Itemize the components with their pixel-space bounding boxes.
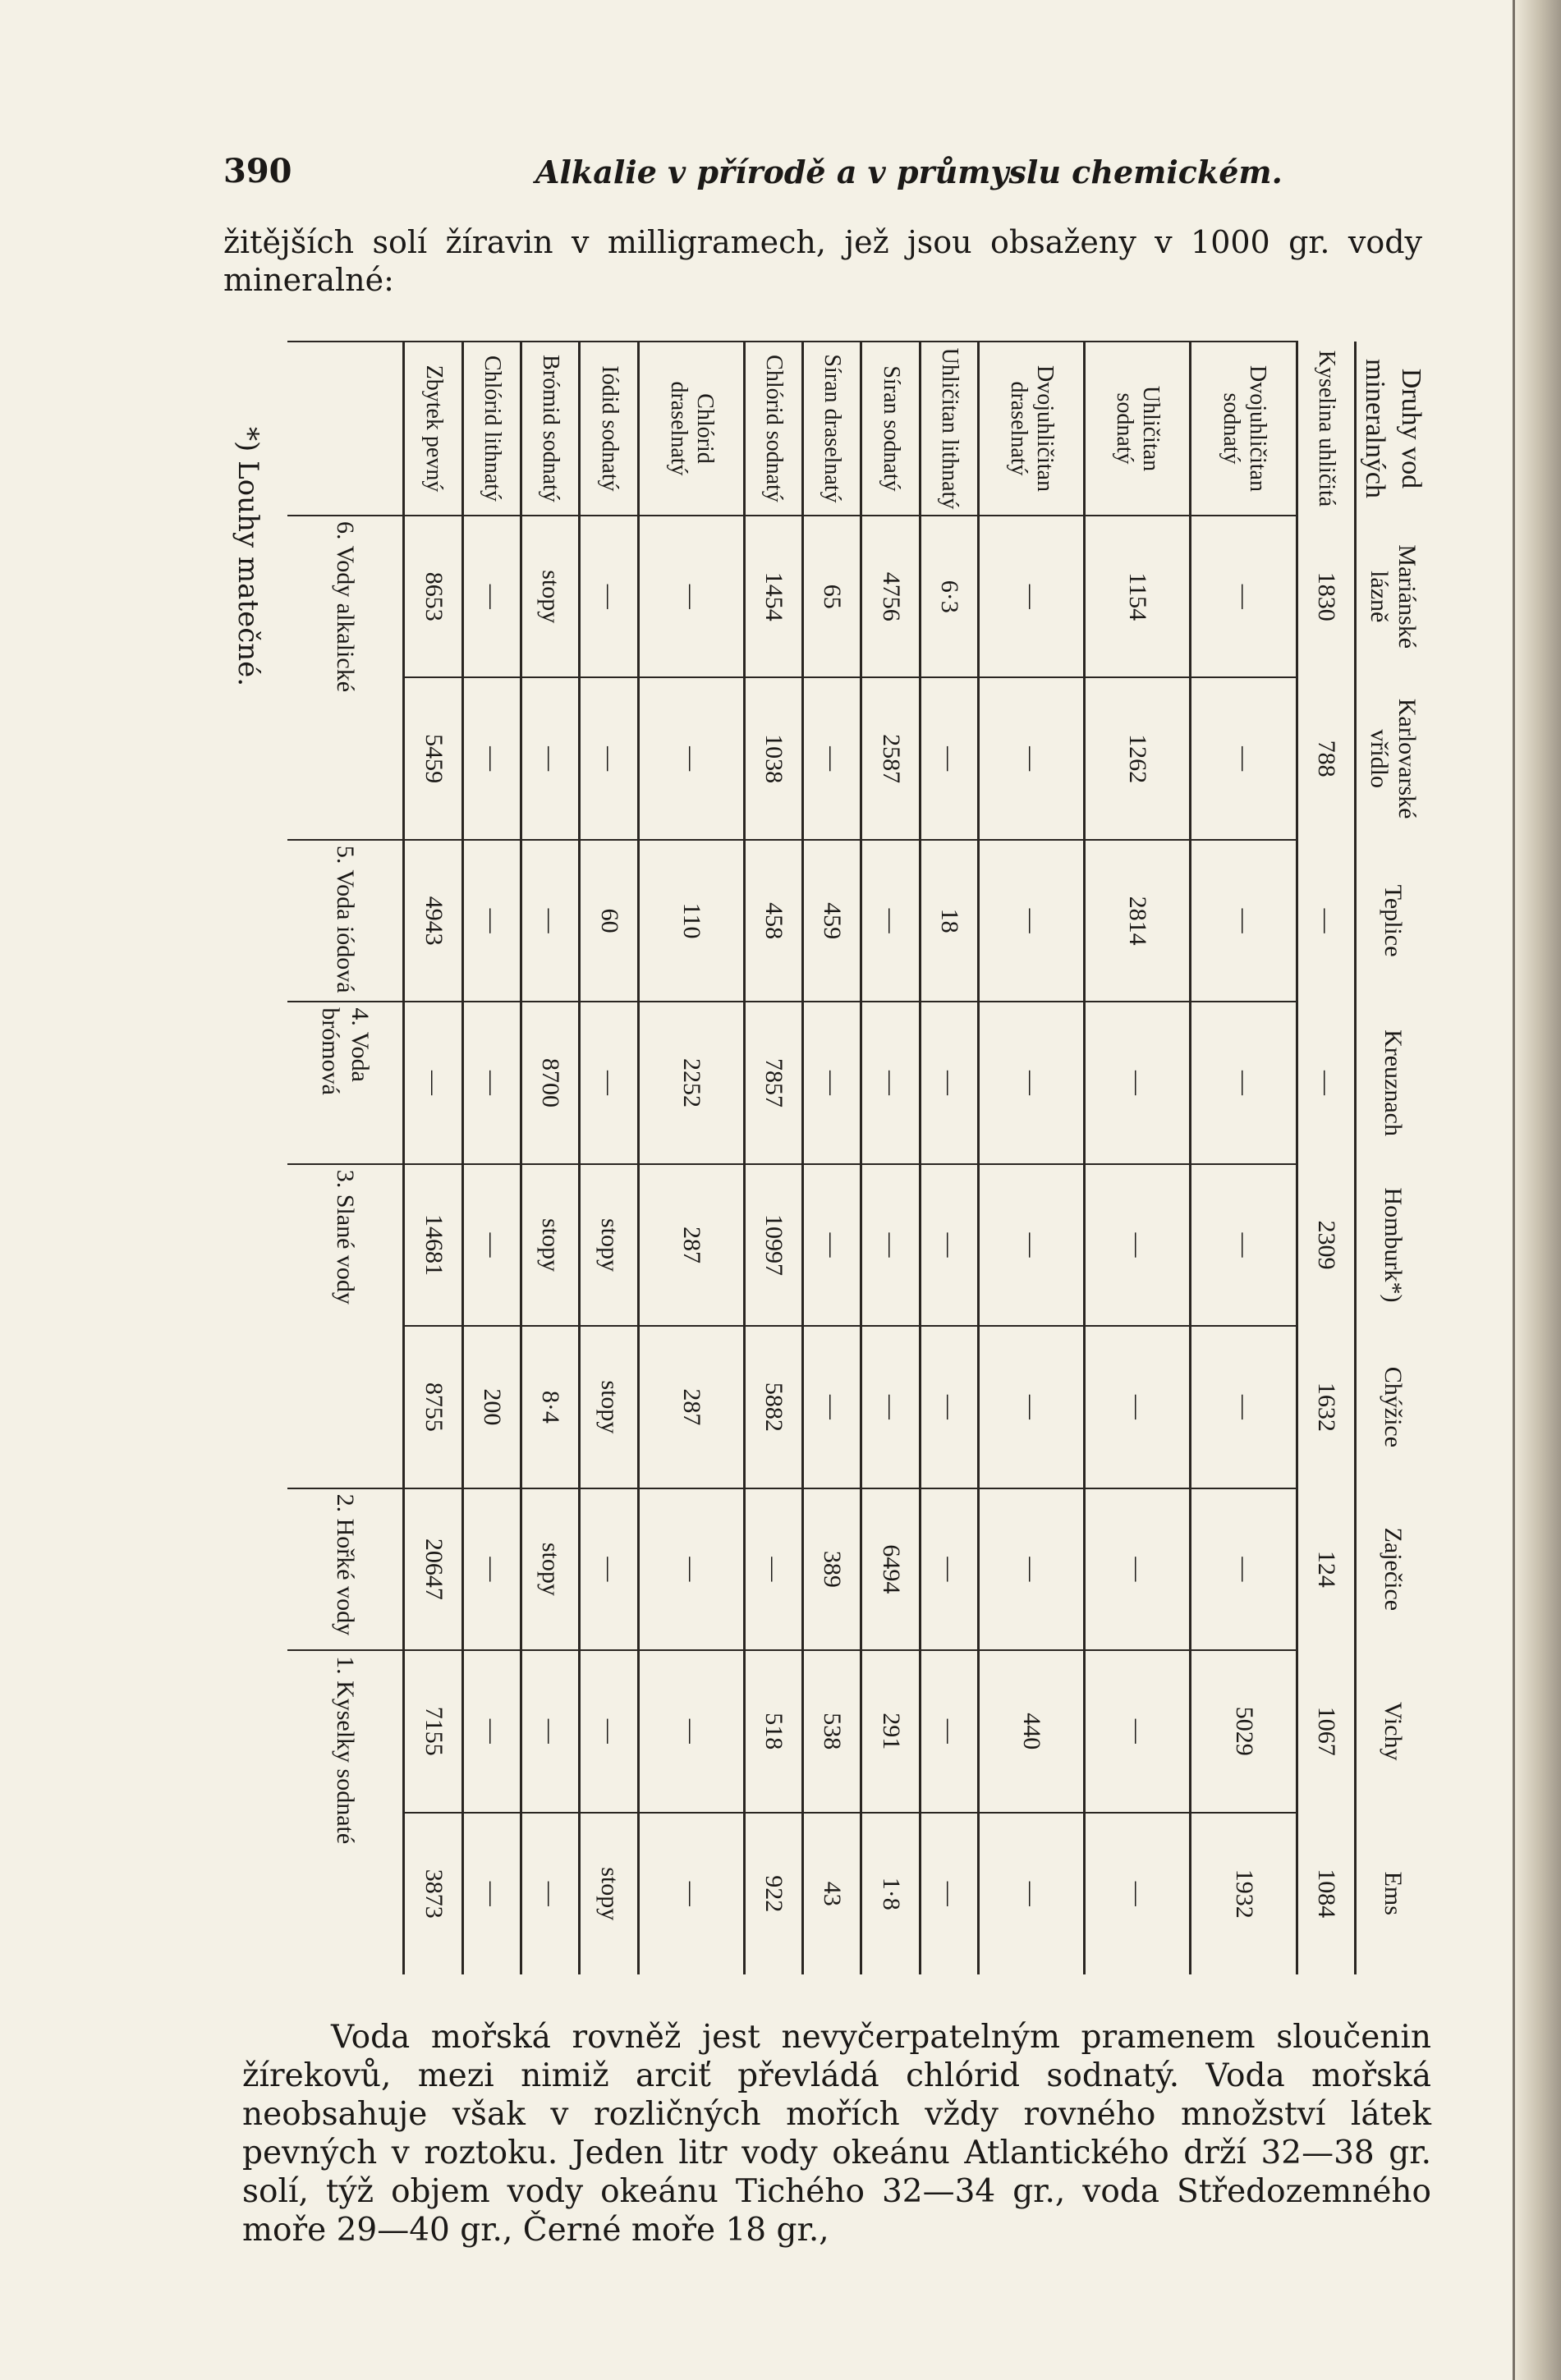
- table-cell: 538: [803, 1650, 861, 1812]
- table-cell: —: [861, 1326, 920, 1488]
- table-cell: —: [803, 1002, 861, 1163]
- table-cell: —: [462, 677, 521, 839]
- table-cell: stopy: [521, 516, 580, 677]
- table-cell: 287: [638, 1164, 744, 1326]
- spring-header: Chýžice: [1356, 1326, 1430, 1488]
- component-row: [803, 342, 861, 1974]
- table-cell: 4943: [404, 840, 462, 1002]
- table-cell: —: [979, 516, 1085, 677]
- table-cell: 18: [920, 840, 978, 1002]
- table-cell: —: [803, 1164, 861, 1326]
- table-cell: 43: [803, 1813, 861, 1975]
- component-label: Uhličitan lithnatý: [920, 342, 978, 516]
- scan-binding-line: [1513, 0, 1515, 2380]
- table-cell: 5882: [744, 1326, 802, 1488]
- table-cell: 291: [861, 1650, 920, 1812]
- footnote-text: *) Louhy matečné.: [232, 427, 264, 687]
- table-cell: —: [462, 1650, 521, 1812]
- table-cell: stopy: [521, 1164, 580, 1326]
- table-cell: 6494: [861, 1488, 920, 1650]
- spring-header: Vichy: [1356, 1650, 1430, 1812]
- table-cell: —: [1085, 1164, 1191, 1326]
- table-cell: 1·8: [861, 1813, 920, 1975]
- table-cell: —: [920, 1002, 978, 1163]
- table-cell: 1038: [744, 677, 802, 839]
- table-cell: —: [521, 1813, 580, 1975]
- component-row: [861, 342, 920, 1974]
- table-cell: 2814: [1085, 840, 1191, 1002]
- table-cell: —: [638, 516, 744, 677]
- table-cell: —: [1191, 677, 1297, 839]
- spring-header: Mariánské lázně: [1356, 516, 1430, 677]
- table-cell: —: [920, 677, 978, 839]
- spring-header: Teplice: [1356, 840, 1430, 1002]
- closing-paragraph: [242, 2018, 1431, 2249]
- table-cell: 10997: [744, 1164, 802, 1326]
- table-cell: 287: [638, 1326, 744, 1488]
- table-cell: —: [1085, 1813, 1191, 1975]
- table-cell: 5459: [404, 677, 462, 839]
- table-cell: 4756: [861, 516, 920, 677]
- table-cell: —: [1297, 840, 1355, 1002]
- table-cell: 110: [638, 840, 744, 1002]
- component-row: [638, 342, 744, 1974]
- table-cell: —: [462, 840, 521, 1002]
- table-cell: 8700: [521, 1002, 580, 1163]
- table-cell: 788: [1297, 677, 1355, 839]
- table-cell: —: [580, 1650, 638, 1812]
- table-cell: 3873: [404, 1813, 462, 1975]
- table-cell: 2309: [1297, 1164, 1355, 1326]
- table-body: [287, 342, 1356, 1974]
- table-cell: —: [580, 677, 638, 839]
- running-title: Alkalie v přírodě a v průmyslu chemickém.: [535, 154, 1283, 190]
- table-cell: —: [1191, 1002, 1297, 1163]
- table-cell: 8653: [404, 516, 462, 677]
- table-cell: 459: [803, 840, 861, 1002]
- spring-header: Homburk*): [1356, 1164, 1430, 1326]
- table-cell: 1830: [1297, 516, 1355, 677]
- table-cell: 1154: [1085, 516, 1191, 677]
- spring-header: Zaječice: [1356, 1488, 1430, 1650]
- table-cell: 7857: [744, 1002, 802, 1163]
- component-label: Dvojuhličitan sodnatý: [1191, 342, 1297, 516]
- table-cell: 1632: [1297, 1326, 1355, 1488]
- table-cell: 2587: [861, 677, 920, 839]
- table-cell: 65: [803, 516, 861, 677]
- mineral-water-table: [287, 341, 1429, 1974]
- component-label: Brómid sodnatý: [521, 342, 580, 516]
- table-cell: —: [979, 1813, 1085, 1975]
- table-cell: stopy: [580, 1326, 638, 1488]
- water-group-label: 4. Voda brómová: [287, 1002, 404, 1163]
- water-group-label: 2. Hořké vody: [287, 1488, 404, 1650]
- table-cell: —: [462, 1002, 521, 1163]
- table-cell: —: [521, 840, 580, 1002]
- table-cell: —: [638, 1813, 744, 1975]
- table-cell: stopy: [580, 1813, 638, 1975]
- table-cell: 7155: [404, 1650, 462, 1812]
- component-label: Iódid sodnatý: [580, 342, 638, 516]
- water-group-label: 1. Kyselky sodnaté: [287, 1650, 404, 1974]
- table-cell: 124: [1297, 1488, 1355, 1650]
- component-row: [404, 342, 462, 1974]
- table-header-row: [1356, 342, 1430, 1974]
- component-label: Chlórid sodnatý: [744, 342, 802, 516]
- table-cell: —: [744, 1488, 802, 1650]
- table-cell: —: [803, 677, 861, 839]
- component-label: Chlórid lithnatý: [462, 342, 521, 516]
- table-cell: —: [920, 1813, 978, 1975]
- table-cell: —: [1191, 1164, 1297, 1326]
- table-cell: 200: [462, 1326, 521, 1488]
- rotated-table-wrapper: [263, 341, 1429, 1974]
- table-cell: —: [462, 1488, 521, 1650]
- table-cell: —: [1191, 840, 1297, 1002]
- table-cell: —: [638, 677, 744, 839]
- table-cell: —: [861, 1002, 920, 1163]
- table-cell: —: [1085, 1002, 1191, 1163]
- table-cell: —: [979, 1326, 1085, 1488]
- table-cell: 389: [803, 1488, 861, 1650]
- table-cell: —: [803, 1326, 861, 1488]
- component-label: Uhličitan sodnatý: [1085, 342, 1191, 516]
- table-cell: —: [1191, 516, 1297, 677]
- table-cell: 440: [979, 1650, 1085, 1812]
- component-label: Síran draselnatý: [803, 342, 861, 516]
- page-header: [223, 152, 1439, 201]
- table-corner-label: Druhy vod mineralných: [1356, 342, 1430, 516]
- table-cell: 6·3: [920, 516, 978, 677]
- table-cell: —: [1297, 1002, 1355, 1163]
- table-cell: 5029: [1191, 1650, 1297, 1812]
- component-label: Chlórid draselnatý: [638, 342, 744, 516]
- table-cell: —: [1191, 1488, 1297, 1650]
- component-label: Zbytek pevný: [404, 342, 462, 516]
- table-cell: —: [920, 1164, 978, 1326]
- table-cell: —: [861, 1164, 920, 1326]
- table-cell: 922: [744, 1813, 802, 1975]
- water-group-label: 3. Slané vody: [287, 1164, 404, 1488]
- table-cell: —: [920, 1650, 978, 1812]
- scan-page-edge: [1513, 0, 1561, 2380]
- component-row: [1085, 342, 1191, 1974]
- table-cell: —: [521, 1650, 580, 1812]
- spring-header: Ems: [1356, 1813, 1430, 1975]
- component-label: Dvojuhličitan draselnatý: [979, 342, 1085, 516]
- table-cell: —: [580, 1488, 638, 1650]
- component-row: [580, 342, 638, 1974]
- table-cell: 60: [580, 840, 638, 1002]
- component-label: Síran sodnatý: [861, 342, 920, 516]
- table-cell: —: [979, 1164, 1085, 1326]
- table-cell: 14681: [404, 1164, 462, 1326]
- table-cell: —: [920, 1326, 978, 1488]
- table-footnote: [215, 427, 264, 706]
- component-row: [1191, 342, 1297, 1974]
- group-label-row: [287, 342, 404, 1974]
- table-cell: —: [462, 516, 521, 677]
- table-cell: —: [979, 677, 1085, 839]
- closing-text: Voda mořská rovněž jest nevyčerpatelným pramenem sloučenin žírekovů, mezi nimiž arciť převládá chlórid sodnatý. Voda mořská neobsahuje však v rozličných mořích vždy rovného množství látek pevných v roztoku. Jeden litr vody okeánu Atlantického drží 32—38 gr. solí, týž objem vody okeánu Tichého 32—34 gr., voda Středozemného moře 29—40 gr., Černé moře 18 gr.,: [242, 2019, 1431, 2249]
- table-cell: 1932: [1191, 1813, 1297, 1975]
- table-cell: —: [521, 677, 580, 839]
- table-cell: stopy: [521, 1488, 580, 1650]
- table-cell: —: [861, 840, 920, 1002]
- page-number: 390: [223, 152, 292, 190]
- table-cell: —: [462, 1164, 521, 1326]
- table-cell: —: [979, 1488, 1085, 1650]
- table-cell: —: [1085, 1488, 1191, 1650]
- table-cell: 8·4: [521, 1326, 580, 1488]
- table-cell: 1454: [744, 516, 802, 677]
- component-row: [521, 342, 580, 1974]
- table-cell: stopy: [580, 1164, 638, 1326]
- component-row: [462, 342, 521, 1974]
- table-cell: 20647: [404, 1488, 462, 1650]
- component-label: Kyselina uhličitá: [1297, 342, 1355, 516]
- table-cell: —: [638, 1650, 744, 1812]
- mineral-water-table-area: [263, 341, 1429, 1974]
- table-cell: 458: [744, 840, 802, 1002]
- table-cell: 2252: [638, 1002, 744, 1163]
- water-group-label: 6. Vody alkalické: [287, 516, 404, 840]
- table-cell: —: [580, 516, 638, 677]
- table-cell: —: [920, 1488, 978, 1650]
- table-cell: —: [1085, 1326, 1191, 1488]
- table-cell: —: [979, 840, 1085, 1002]
- component-row: [744, 342, 802, 1974]
- group-label-corner: [287, 342, 404, 516]
- table-cell: —: [1085, 1650, 1191, 1812]
- table-cell: 518: [744, 1650, 802, 1812]
- component-row: [979, 342, 1085, 1974]
- component-row: [920, 342, 978, 1974]
- table-cell: 1067: [1297, 1650, 1355, 1812]
- component-row: [1297, 342, 1355, 1974]
- table-cell: 8755: [404, 1326, 462, 1488]
- table-cell: 1084: [1297, 1813, 1355, 1975]
- water-group-label: 5. Voda iódová: [287, 840, 404, 1002]
- table-cell: —: [638, 1488, 744, 1650]
- table-cell: 1262: [1085, 677, 1191, 839]
- intro-paragraph: žitějších solí žíravin v milligramech, jež jsou obsaženy v 1000 gr. vody mineralné:: [223, 224, 1422, 298]
- table-cell: —: [979, 1002, 1085, 1163]
- spring-header: Kreuznach: [1356, 1002, 1430, 1163]
- table-cell: —: [404, 1002, 462, 1163]
- table-cell: —: [580, 1002, 638, 1163]
- spring-header: Karlovarské vřídlo: [1356, 677, 1430, 839]
- table-cell: —: [1191, 1326, 1297, 1488]
- table-cell: —: [462, 1813, 521, 1975]
